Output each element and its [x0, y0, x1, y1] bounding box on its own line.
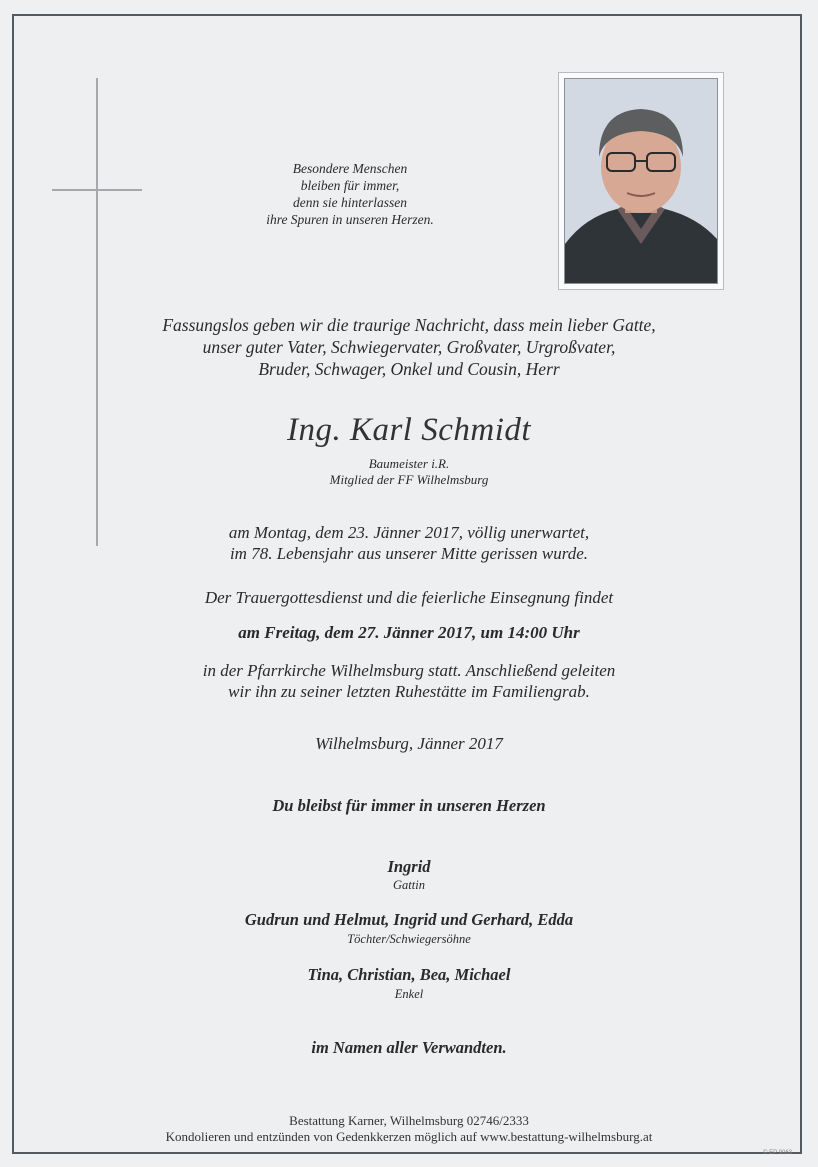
mourner-names: Ingrid [387, 857, 431, 876]
death-notice-line: im 78. Lebensjahr aus unserer Mitte gerissen wurde. [229, 544, 589, 563]
service-location-line: in der Pfarrkirche Wilhelmsburg statt. Anschließend geleiten [202, 661, 616, 680]
service-location [0, 660, 818, 702]
service-intro: Der Trauergottesdienst und die feierliche Einsegnung findet [204, 588, 614, 607]
condolence-website-line: Kondolieren und entzünden von Gedenkkerzen möglich auf www.bestattung-wilhelmsburg.at [165, 1129, 653, 1144]
service-datetime: am Freitag, dem 27. Jänner 2017, um 14:00 Uhr [238, 623, 580, 642]
death-notice-line: am Montag, dem 23. Jänner 2017, völlig unerwartet, [228, 523, 590, 542]
service-location-line: wir ihn zu seiner letzten Ruhestätte im Familiengrab. [228, 682, 590, 701]
print-code: © EP 9063 [763, 1150, 792, 1156]
deceased-titles [0, 456, 818, 488]
portrait-photo [564, 78, 718, 284]
memorial-quote [200, 160, 500, 228]
place-date: Wilhelmsburg, Jänner 2017 [315, 734, 503, 753]
farewell-line: Du bleibst für immer in unseren Herzen [272, 796, 546, 815]
announcement-line: Fassungslos geben wir die traurige Nachricht, dass mein lieber Gatte, [162, 315, 656, 335]
mourner-relation: Enkel [394, 987, 424, 1001]
quote-line: denn sie hinterlassen [293, 195, 407, 210]
mourner-relation: Töchter/Schwiegersöhne [347, 932, 471, 946]
mourner-names: Gudrun und Helmut, Ingrid und Gerhard, Edda [244, 910, 574, 929]
portrait-frame [558, 72, 724, 290]
death-notice [0, 522, 818, 564]
mourner-names: Tina, Christian, Bea, Michael [307, 965, 511, 984]
deceased-name: Ing. Karl Schmidt [286, 412, 532, 448]
announcement-line: Bruder, Schwager, Onkel und Cousin, Herr [258, 359, 560, 379]
cross-horizontal-bar [52, 189, 142, 191]
closing-line: im Namen aller Verwandten. [311, 1038, 507, 1057]
funeral-home-line: Bestattung Karner, Wilhelmsburg 02746/2333 [289, 1113, 529, 1128]
mourner-relation: Gattin [393, 878, 425, 892]
quote-line: Besondere Menschen [292, 161, 408, 176]
deceased-title-line: Baumeister i.R. [368, 456, 450, 471]
deceased-title-line: Mitglied der FF Wilhelmsburg [329, 472, 489, 487]
quote-line: bleiben für immer, [300, 178, 400, 193]
announcement-line: unser guter Vater, Schwiegervater, Großvater, Urgroßvater, [202, 337, 616, 357]
announcement-text [0, 314, 818, 380]
quote-line: ihre Spuren in unseren Herzen. [266, 212, 434, 227]
